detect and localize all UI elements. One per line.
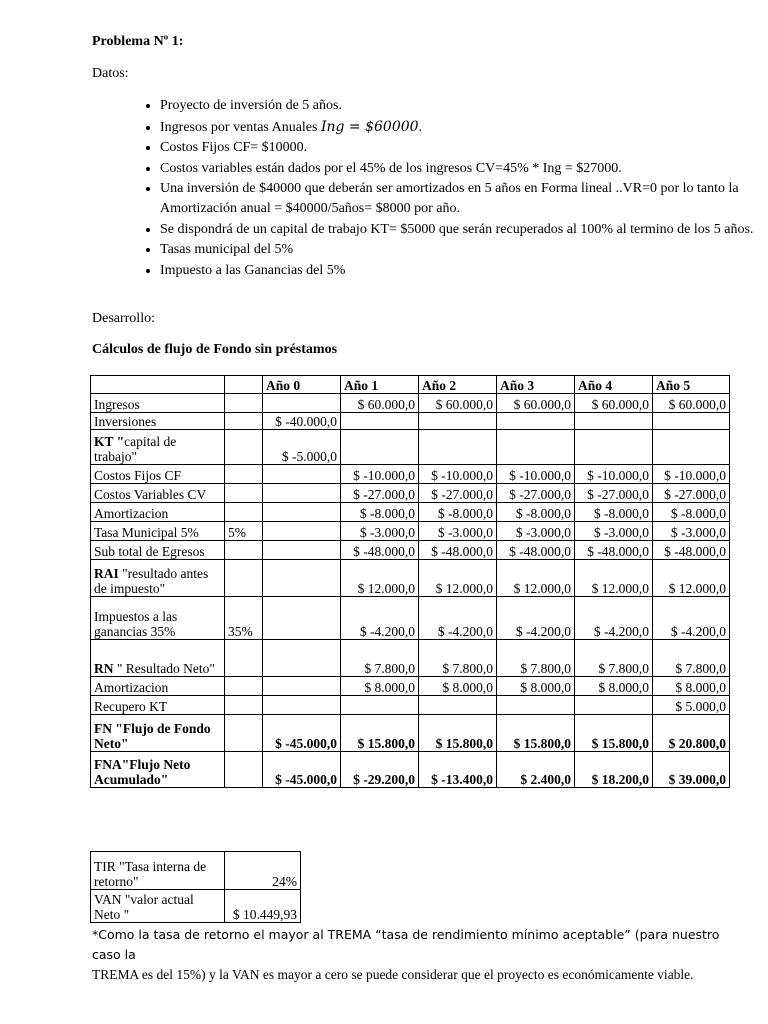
- rate-cell: [225, 484, 263, 503]
- summary-table: [90, 851, 301, 923]
- table-row: [91, 597, 730, 640]
- value-cell: $ -10.000,0: [653, 465, 730, 484]
- value-cell: [263, 484, 341, 503]
- header-empty-cell: [225, 376, 263, 394]
- value-cell: $ -27.000,0: [575, 484, 653, 503]
- value-cell: $ -10.000,0: [419, 465, 497, 484]
- value-cell: $ 12.000,0: [341, 560, 419, 597]
- rate-cell: [225, 640, 263, 677]
- value-cell: [263, 640, 341, 677]
- table-row: [91, 465, 730, 484]
- value-cell: [263, 677, 341, 696]
- value-cell: [263, 465, 341, 484]
- row-label: [91, 430, 225, 465]
- row-label-text: Sub total de Egresos: [94, 544, 205, 559]
- list-item: • Una inversión de $40000 que deberán ser amortizados en 5 años en Forma lineal ..VR=0 por lo tanto la Amortización anual = $40000/5años= $8000 por año.: [160, 179, 768, 219]
- row-label: [91, 541, 225, 560]
- van-value: $ 10.449,93: [225, 890, 301, 923]
- value-cell: $ -8.000,0: [575, 503, 653, 522]
- list-item: • Costos variables están dados por el 45% de los ingresos CV=45% * Ing = $27000.: [160, 159, 768, 179]
- value-cell: $ -48.000,0: [653, 541, 730, 560]
- table-row: [91, 522, 730, 541]
- rate-cell: [225, 413, 263, 430]
- value-cell: $ -4.200,0: [575, 597, 653, 640]
- value-cell: [419, 696, 497, 715]
- value-cell: $ -45.000,0: [263, 715, 341, 752]
- row-label: [91, 503, 225, 522]
- table-row: [91, 752, 730, 788]
- datos-list: [118, 96, 768, 281]
- row-label-text: Recupero KT: [94, 699, 168, 714]
- rate-cell: [225, 696, 263, 715]
- value-cell: $ -3.000,0: [419, 522, 497, 541]
- row-label: [91, 465, 225, 484]
- value-cell: $ 15.800,0: [575, 715, 653, 752]
- row-label-text: Ingresos: [94, 397, 140, 412]
- desarrollo-label: Desarrollo:: [92, 311, 155, 326]
- value-cell: $ -4.200,0: [341, 597, 419, 640]
- value-cell: [575, 430, 653, 465]
- value-cell: $ -3.000,0: [497, 522, 575, 541]
- note-line-2: TREMA es del 15%) y la VAN es mayor a cero se puede considerar que el proyecto es económicamente viable.: [92, 967, 694, 982]
- value-cell: $ -48.000,0: [341, 541, 419, 560]
- value-cell: $ -10.000,0: [497, 465, 575, 484]
- table-row: [91, 852, 301, 890]
- row-label: [91, 560, 225, 597]
- value-cell: $ -27.000,0: [653, 484, 730, 503]
- list-item: • Costos Fijos CF= $10000.: [160, 138, 768, 158]
- row-label-text: Impuestos a las ganancias 35%: [94, 609, 178, 639]
- row-label-bold: RAI: [94, 566, 119, 581]
- cash-flow-table: [90, 375, 730, 788]
- value-cell: $ -8.000,0: [419, 503, 497, 522]
- value-cell: $ -3.000,0: [341, 522, 419, 541]
- value-cell: [263, 503, 341, 522]
- value-cell: $ 7.800,0: [575, 640, 653, 677]
- value-cell: $ 7.800,0: [653, 640, 730, 677]
- value-cell: [575, 413, 653, 430]
- rate-cell: [225, 430, 263, 465]
- table-row: [91, 677, 730, 696]
- section-subtitle: Cálculos de flujo de Fondo sin préstamos: [92, 342, 338, 357]
- table-row: [91, 503, 730, 522]
- conclusion-note: [92, 925, 742, 985]
- value-cell: $ 8.000,0: [497, 677, 575, 696]
- value-cell: [497, 413, 575, 430]
- list-item: • Impuesto a las Ganancias del 5%: [160, 261, 768, 281]
- value-cell: $ 5.000,0: [653, 696, 730, 715]
- row-label: [91, 640, 225, 677]
- value-cell: $ -3.000,0: [653, 522, 730, 541]
- column-header: Año 1: [341, 376, 419, 394]
- rate-cell: [225, 394, 263, 413]
- value-cell: $ 8.000,0: [341, 677, 419, 696]
- rate-cell: 5%: [225, 522, 263, 541]
- rate-cell: [225, 677, 263, 696]
- row-label-text: capital de trabajo": [94, 434, 177, 464]
- value-cell: $ 8.000,0: [653, 677, 730, 696]
- table-row: [91, 696, 730, 715]
- value-cell: $ 18.200,0: [575, 752, 653, 788]
- value-cell: $ 15.800,0: [497, 715, 575, 752]
- value-cell: $ -27.000,0: [341, 484, 419, 503]
- tir-value: 24%: [225, 852, 301, 890]
- table-row: [91, 715, 730, 752]
- value-cell: $ 60.000,0: [575, 394, 653, 413]
- value-cell: $ -27.000,0: [497, 484, 575, 503]
- value-cell: $ -8.000,0: [653, 503, 730, 522]
- value-cell: $ 7.800,0: [419, 640, 497, 677]
- rate-cell: [225, 752, 263, 788]
- value-cell: [263, 597, 341, 640]
- datos-label: Datos:: [92, 66, 129, 81]
- value-cell: [419, 430, 497, 465]
- row-label-text: Costos Fijos CF: [94, 468, 182, 483]
- row-label-text: Costos Variables CV: [94, 487, 207, 502]
- rate-cell: [225, 541, 263, 560]
- value-cell: $ 7.800,0: [341, 640, 419, 677]
- value-cell: $ 8.000,0: [575, 677, 653, 696]
- row-label: [91, 413, 225, 430]
- value-cell: [341, 413, 419, 430]
- value-cell: $ -4.200,0: [497, 597, 575, 640]
- row-label-text: Amortizacion: [94, 506, 169, 521]
- value-cell: $ -45.000,0: [263, 752, 341, 788]
- rate-cell: [225, 503, 263, 522]
- row-label-text: "resultado antes de impuesto": [94, 566, 209, 596]
- value-cell: [263, 560, 341, 597]
- column-header: Año 3: [497, 376, 575, 394]
- value-cell: [263, 541, 341, 560]
- table-row: [91, 430, 730, 465]
- value-cell: $ 12.000,0: [653, 560, 730, 597]
- value-cell: [341, 430, 419, 465]
- table-row: [91, 560, 730, 597]
- value-cell: $ -5.000,0: [263, 430, 341, 465]
- value-cell: $ -40.000,0: [263, 413, 341, 430]
- value-cell: $ 2.400,0: [497, 752, 575, 788]
- value-cell: $ 12.000,0: [419, 560, 497, 597]
- value-cell: $ -27.000,0: [419, 484, 497, 503]
- row-label-bold: FNA"Flujo Neto Acumulado": [94, 757, 191, 787]
- row-label-text: Amortizacion: [94, 680, 169, 695]
- list-item: • Proyecto de inversión de 5 años.: [160, 96, 768, 116]
- column-header: Año 5: [653, 376, 730, 394]
- row-label-text: Tasa Municipal 5%: [94, 525, 199, 540]
- value-cell: $ 15.800,0: [341, 715, 419, 752]
- value-cell: [263, 522, 341, 541]
- value-cell: $ -13.400,0: [419, 752, 497, 788]
- column-header: Año 2: [419, 376, 497, 394]
- header-empty-cell: [91, 376, 225, 394]
- value-cell: $ 60.000,0: [497, 394, 575, 413]
- rate-cell: 35%: [225, 597, 263, 640]
- list-item: • Ingresos por ventas Anuales Ing = $60000.: [160, 117, 768, 138]
- row-label: [91, 696, 225, 715]
- value-cell: [341, 696, 419, 715]
- note-line-1: *Como la tasa de retorno el mayor al TREMA “tasa de rendimiento mínimo aceptable” (para nuestro caso la: [92, 927, 720, 962]
- value-cell: [263, 394, 341, 413]
- row-label-bold: RN: [94, 661, 114, 676]
- row-label-text: " Resultado Neto": [113, 661, 215, 676]
- column-header: Año 4: [575, 376, 653, 394]
- table-header-row: [91, 376, 730, 394]
- row-label: [91, 752, 225, 788]
- list-item: • Tasas municipal del 5%: [160, 240, 768, 260]
- row-label-text: Inversiones: [94, 414, 157, 429]
- value-cell: $ -10.000,0: [575, 465, 653, 484]
- value-cell: $ 60.000,0: [419, 394, 497, 413]
- table-row: [91, 890, 301, 923]
- table-row: [91, 413, 730, 430]
- value-cell: $ 12.000,0: [575, 560, 653, 597]
- value-cell: $ -10.000,0: [341, 465, 419, 484]
- table-row: [91, 541, 730, 560]
- value-cell: $ 8.000,0: [419, 677, 497, 696]
- row-label-bold: FN "Flujo de Fondo Neto": [94, 721, 211, 751]
- table-row: [91, 640, 730, 677]
- table-row: [91, 394, 730, 413]
- value-cell: $ -8.000,0: [497, 503, 575, 522]
- value-cell: $ 60.000,0: [341, 394, 419, 413]
- value-cell: $ -48.000,0: [497, 541, 575, 560]
- row-label: [91, 597, 225, 640]
- value-cell: $ 60.000,0: [653, 394, 730, 413]
- value-cell: $ -48.000,0: [575, 541, 653, 560]
- value-cell: $ -48.000,0: [419, 541, 497, 560]
- value-cell: $ 39.000,0: [653, 752, 730, 788]
- value-cell: $ 7.800,0: [497, 640, 575, 677]
- value-cell: $ -29.200,0: [341, 752, 419, 788]
- value-cell: [653, 430, 730, 465]
- value-cell: [653, 413, 730, 430]
- tir-label: TIR "Tasa interna de retorno": [91, 852, 225, 890]
- column-header: Año 0: [263, 376, 341, 394]
- row-label: [91, 522, 225, 541]
- list-item: • Se dispondrá de un capital de trabajo KT= $5000 que serán recuperados al 100% al termino de los 5 años.: [160, 220, 768, 240]
- row-label: [91, 394, 225, 413]
- value-cell: $ -4.200,0: [419, 597, 497, 640]
- rate-cell: [225, 560, 263, 597]
- value-cell: [263, 696, 341, 715]
- value-cell: $ 12.000,0: [497, 560, 575, 597]
- problem-title: Problema Nº 1:: [92, 34, 184, 49]
- value-cell: [497, 696, 575, 715]
- value-cell: [419, 413, 497, 430]
- value-cell: $ -8.000,0: [341, 503, 419, 522]
- row-label: [91, 484, 225, 503]
- value-cell: $ 15.800,0: [419, 715, 497, 752]
- row-label: [91, 677, 225, 696]
- row-label-bold: KT ": [94, 434, 125, 449]
- value-cell: [575, 696, 653, 715]
- value-cell: $ 20.800,0: [653, 715, 730, 752]
- table-row: [91, 484, 730, 503]
- van-label: VAN "valor actual Neto ": [91, 890, 225, 923]
- value-cell: $ -3.000,0: [575, 522, 653, 541]
- rate-cell: [225, 715, 263, 752]
- value-cell: $ -4.200,0: [653, 597, 730, 640]
- value-cell: [497, 430, 575, 465]
- row-label: [91, 715, 225, 752]
- rate-cell: [225, 465, 263, 484]
